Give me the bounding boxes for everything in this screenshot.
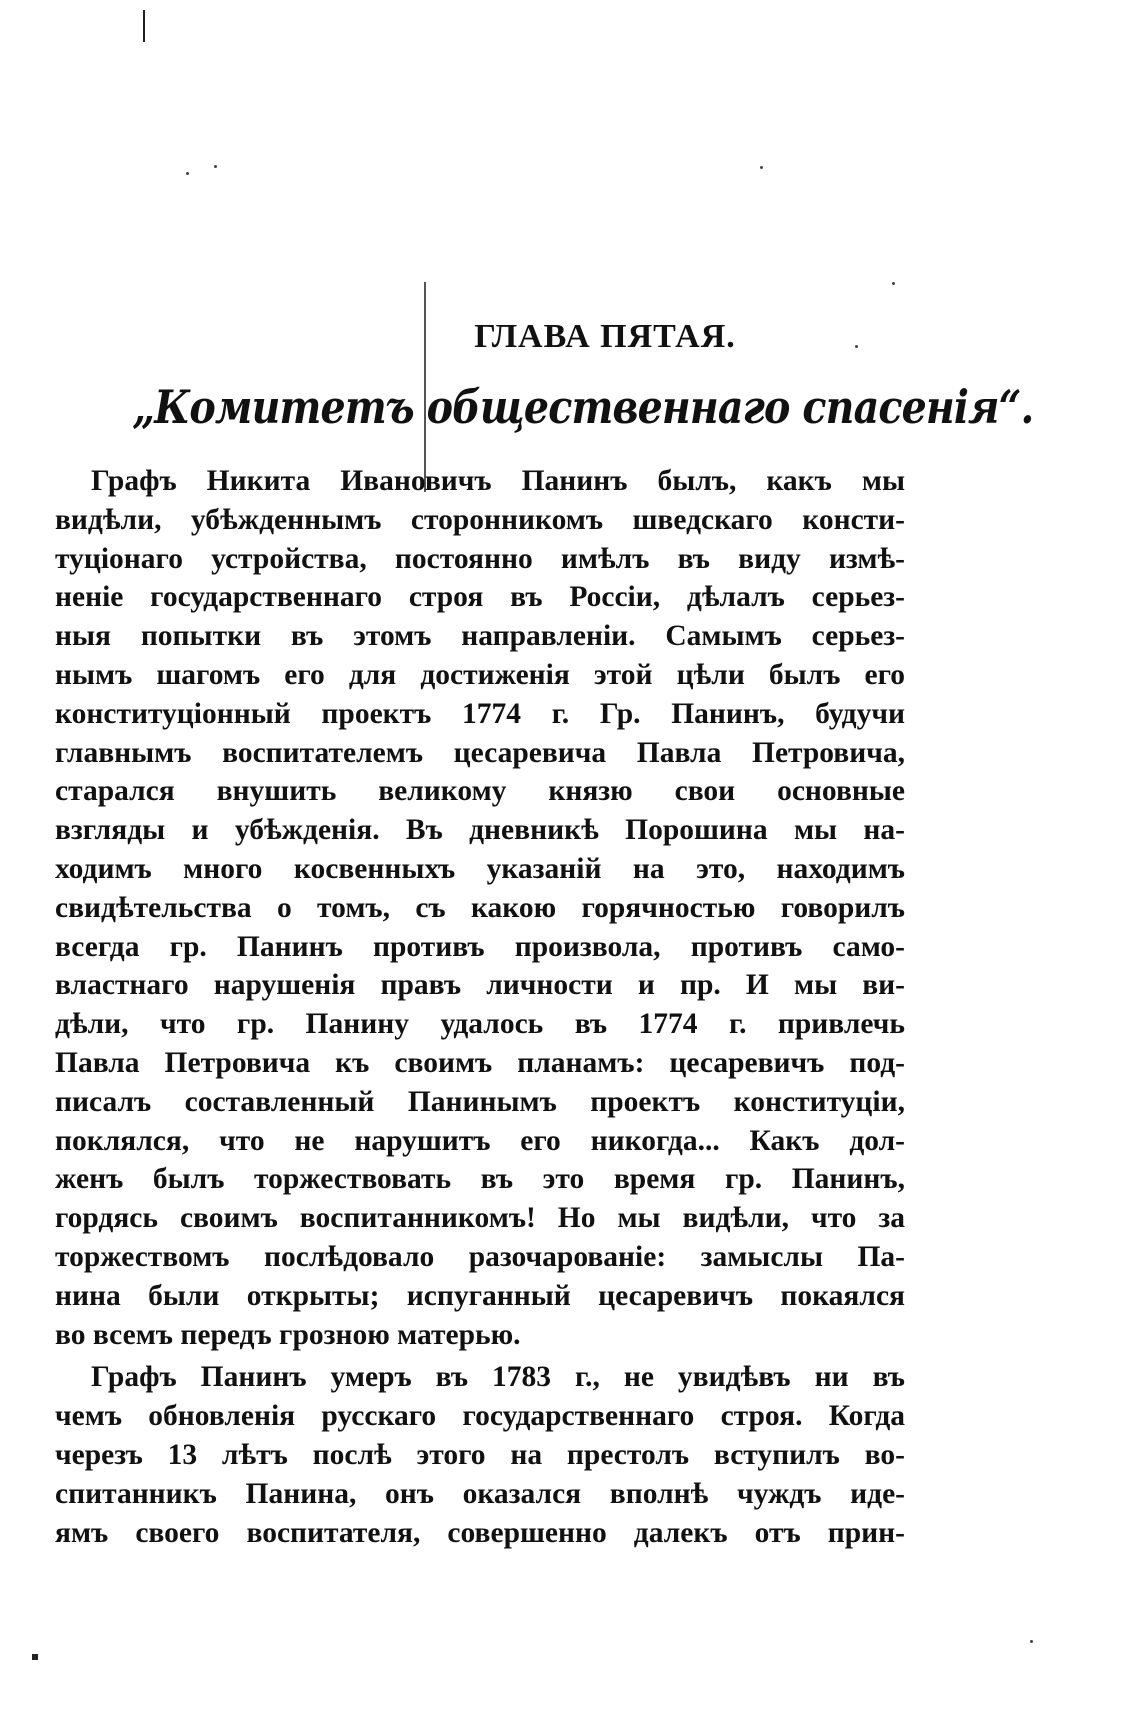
text-line: нымъ шагомъ его для достиженія этой цѣли былъ его xyxy=(55,658,905,691)
text-line: торжествомъ послѣдовало разочарованіе: замыслы Па- xyxy=(55,1240,905,1273)
chapter-title: „Комитетъ общественнаго спасенія“. xyxy=(132,380,1034,434)
text-line: видѣли, убѣжденнымъ сторонникомъ шведскаго консти- xyxy=(55,503,905,536)
text-line: Графъ Никита Ивановичъ Панинъ былъ, какъ мы xyxy=(91,465,905,497)
text-line: ныя попытки въ этомъ направленіи. Самымъ серьез- xyxy=(55,620,905,653)
text-line: туціонаго устройства, постоянно имѣлъ въ виду измѣ- xyxy=(55,542,905,575)
text-line: Графъ Панинъ умеръ въ 1783 г., не увидѣвъ ни въ xyxy=(91,1361,905,1394)
scan-artifact-dot xyxy=(1030,1640,1033,1643)
paragraph-2 xyxy=(55,1358,905,1552)
scan-artifact-dot xyxy=(760,166,763,169)
text-line: нина были открыты; испуганный цесаревичъ покаялся xyxy=(55,1279,905,1312)
body-text xyxy=(55,462,905,1552)
text-line: чемъ обновленія русскаго государственнаго строя. Когда xyxy=(55,1400,905,1433)
text-line: властнаго нарушенія правъ личности и пр. И мы ви- xyxy=(55,969,905,1002)
text-line: писалъ составленный Панинымъ проектъ конституціи, xyxy=(55,1085,905,1118)
text-line: конституціонный проектъ 1774 г. Гр. Панинъ, будучи xyxy=(55,697,905,730)
scan-artifact-dot xyxy=(214,165,217,168)
paragraph-1 xyxy=(55,462,905,1354)
text-line: взгляды и убѣжденія. Въ дневникѣ Порошина мы на- xyxy=(55,814,905,847)
text-line: спитанникъ Панина, онъ оказался вполнѣ чуждъ иде- xyxy=(55,1477,905,1510)
text-line: старался внушить великому князю свои основные xyxy=(55,775,905,808)
text-line: свидѣтельства о томъ, съ какою горячностью говорилъ xyxy=(55,891,905,924)
text-line: поклялся, что не нарушитъ его никогда... Какъ дол- xyxy=(55,1124,905,1157)
text-line: Павла Петровича къ своимъ планамъ: цесаревичъ под- xyxy=(55,1046,905,1079)
text-line: гордясь своимъ воспитанникомъ! Но мы видѣли, что за xyxy=(55,1202,905,1235)
text-line: главнымъ воспитателемъ цесаревича Павла Петровича, xyxy=(55,736,905,769)
text-line: всегда гр. Панинъ противъ произвола, противъ само- xyxy=(55,930,905,963)
scan-artifact-mark xyxy=(32,1654,38,1660)
text-line: неніе государственнаго строя въ Россіи, дѣлалъ серьез- xyxy=(55,581,905,614)
text-line: ямъ своего воспитателя, совершенно далекъ отъ прин- xyxy=(55,1516,905,1549)
text-line: черезъ 13 лѣтъ послѣ этого на престолъ вступилъ во- xyxy=(55,1438,905,1471)
text-line: ходимъ много косвенныхъ указаній на это, находимъ xyxy=(55,852,905,885)
scan-artifact-line xyxy=(143,10,145,42)
scan-artifact-dot xyxy=(186,172,189,175)
text-line: во всемъ передъ грозною матерью. xyxy=(55,1318,521,1351)
scan-artifact-dot xyxy=(892,282,895,285)
text-line: женъ былъ торжествовать въ это время гр. Панинъ, xyxy=(55,1163,905,1196)
text-line: дѣли, что гр. Панину удалось въ 1774 г. привлечь xyxy=(55,1008,905,1041)
chapter-heading: ГЛАВА ПЯТАЯ. xyxy=(474,318,736,355)
